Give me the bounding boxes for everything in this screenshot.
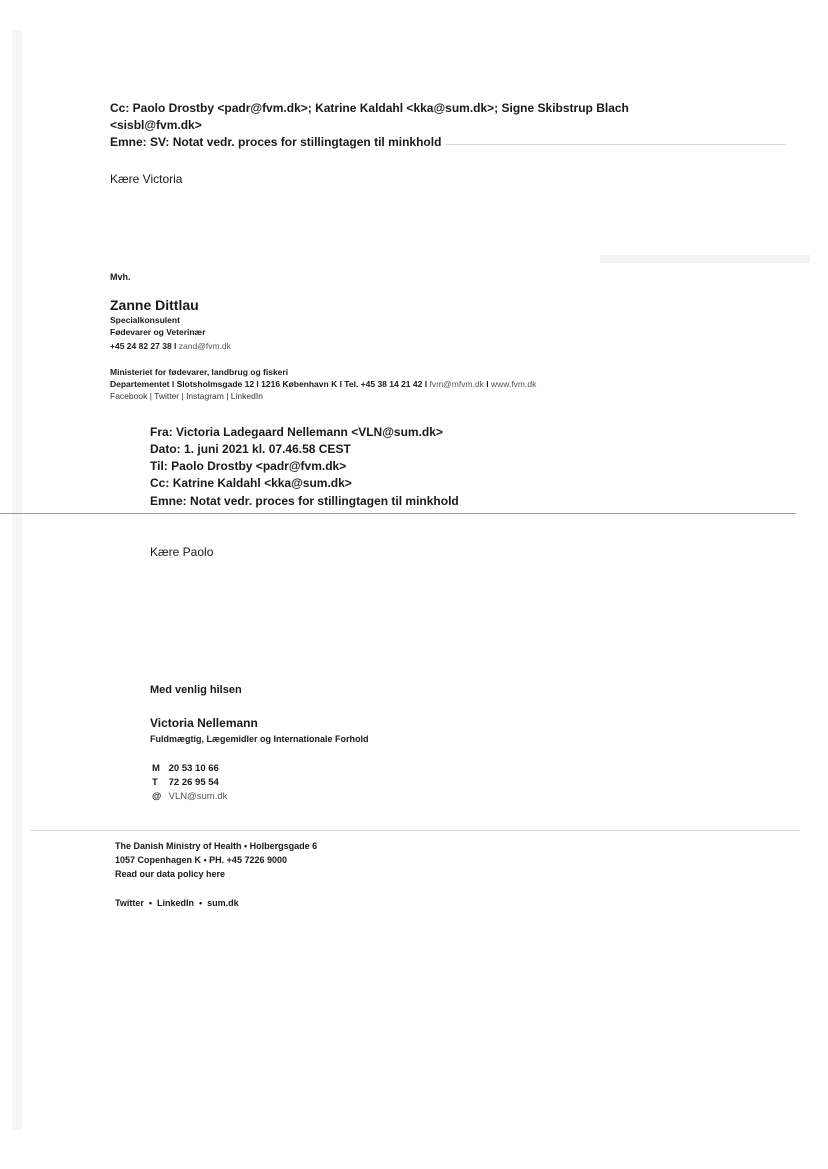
original-cc-label: Cc: — [150, 476, 170, 490]
original-from-email: <VLN@sum.dk> — [351, 425, 443, 439]
original-sender-name: Victoria Nellemann — [150, 716, 258, 730]
original-subject-label: Emne: — [150, 494, 187, 508]
contact-row-email — [152, 791, 227, 802]
footer-data-policy-link[interactable]: Read our data policy here — [115, 869, 226, 879]
org-address — [110, 379, 536, 389]
original-greeting: Kære Paolo — [150, 545, 214, 559]
original-cc-name: Katrine Kaldahl — [172, 476, 261, 490]
original-from-name: Victoria Ladegaard Nellemann — [176, 425, 348, 439]
contact-value-email[interactable]: VLN@sum.dk — [168, 791, 228, 802]
reply-sender-phone: +45 24 82 27 38 l — [110, 341, 177, 351]
reply-closing: Mvh. — [110, 272, 131, 282]
header-subject-text: SV: Notat vedr. proces for stillingtagen til minkhold — [150, 135, 442, 149]
org-web-link[interactable]: www.fvm.dk — [491, 379, 537, 389]
original-header-divider — [0, 513, 796, 514]
signature-divider — [30, 830, 800, 831]
header-subject-label: Emne: — [110, 135, 147, 149]
contact-label-email: @ — [152, 791, 162, 802]
org-web-separator: l — [486, 379, 489, 389]
original-to — [150, 459, 346, 473]
header-subject — [110, 135, 441, 149]
contact-row-mobile — [152, 763, 219, 774]
contact-label-mobile: M — [152, 763, 160, 774]
footer-line1: The Danish Ministry of Health • Holbergsgade 6 — [115, 841, 318, 851]
scan-artifact-band — [600, 255, 810, 263]
footer-line2: 1057 Copenhagen K • PH. +45 7226 9000 — [115, 855, 287, 865]
original-date-label: Dato: — [150, 442, 181, 456]
org-address-text: Departementet l Slotsholmsgade 12 l 1216 København K l Tel. +45 38 14 21 42 l — [110, 379, 428, 389]
reply-sender-email[interactable]: zand@fvm.dk — [178, 341, 231, 351]
original-from — [150, 425, 443, 439]
contact-value-telephone: 72 26 95 54 — [168, 777, 219, 788]
original-from-label: Fra: — [150, 425, 173, 439]
original-to-value: Paolo Drostby <padr@fvm.dk> — [171, 459, 347, 473]
contact-row-telephone — [152, 777, 219, 788]
reply-greeting: Kære Victoria — [110, 172, 183, 186]
original-subject — [150, 494, 459, 508]
org-social-links[interactable]: Facebook | Twitter | Instagram | LinkedIn — [110, 391, 263, 401]
original-to-label: Til: — [150, 459, 168, 473]
reply-sender-contact — [110, 341, 231, 351]
reply-sender-title: Specialkonsulent — [110, 315, 180, 325]
original-cc-email: <kka@sum.dk> — [264, 476, 352, 490]
original-date — [150, 442, 351, 456]
contact-value-mobile: 20 53 10 66 — [168, 763, 219, 774]
original-sender-title: Fuldmægtig, Lægemidler og Internationale Forhold — [150, 734, 369, 744]
contact-label-telephone: T — [152, 777, 158, 788]
original-date-value: 1. juni 2021 kl. 07.46.58 CEST — [184, 442, 351, 456]
scan-artifact-strip — [12, 30, 22, 1130]
reply-sender-name: Zanne Dittlau — [110, 297, 199, 313]
original-closing: Med venlig hilsen — [150, 684, 242, 696]
header-cc-line1: Cc: Paolo Drostby <padr@fvm.dk>; Katrine Kaldahl <kka@sum.dk>; Signe Skibstrup Blach — [110, 101, 629, 115]
original-subject-value: Notat vedr. proces for stillingtagen til minkhold — [190, 494, 459, 508]
header-cc-line2: <sisbl@fvm.dk> — [110, 118, 202, 132]
org-name: Ministeriet for fødevarer, landbrug og fiskeri — [110, 367, 289, 377]
org-email[interactable]: fvm@mfvm.dk — [429, 379, 484, 389]
header-divider — [446, 144, 786, 145]
footer-social-links[interactable]: Twitter • LinkedIn • sum.dk — [115, 898, 239, 908]
reply-sender-unit: Fødevarer og Veterinær — [110, 327, 206, 337]
original-cc — [150, 476, 352, 490]
